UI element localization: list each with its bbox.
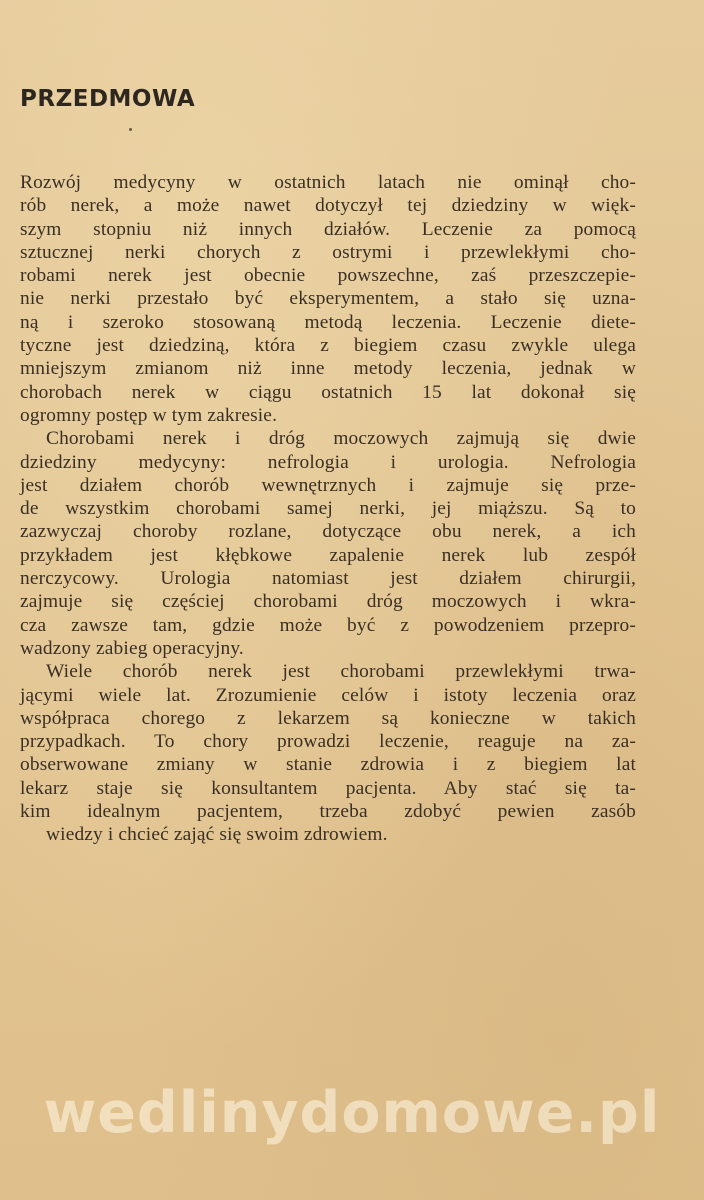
text-line: współpraca chorego z lekarzem są konieczne w takich	[20, 707, 636, 729]
text-line: Wiele chorób nerek jest chorobami przewlekłymi trwa-	[46, 661, 636, 683]
text-line: nie nerki przestało być eksperymentem, a stało się uzna-	[20, 288, 636, 310]
print-speck	[129, 128, 132, 131]
text-line: przykładem jest kłębkowe zapalenie nerek lub zespół	[20, 544, 636, 566]
text-line: nerczycowy. Urologia natomiast jest działem chirurgii,	[20, 568, 636, 590]
text-line: mniejszym zmianom niż inne metody leczenia, jednak w	[20, 358, 636, 380]
text-line: robami nerek jest obecnie powszechne, zaś przeszczepie-	[20, 265, 636, 287]
preface-text	[20, 171, 636, 847]
text-line: przypadkach. To chory prowadzi leczenie, reaguje na za-	[20, 731, 636, 753]
text-line: Rozwój medycyny w ostatnich latach nie ominął cho-	[20, 172, 636, 193]
text-line: szym stopniu niż innych działów. Leczenie za pomocą	[20, 218, 636, 240]
text-line: wadzony zabieg operacyjny.	[20, 637, 244, 659]
text-line: jest działem chorób wewnętrznych i zajmuje się prze-	[20, 474, 636, 496]
paragraph-2	[20, 427, 636, 660]
text-line: chorobach nerek w ciągu ostatnich 15 lat dokonał się	[20, 381, 636, 403]
page-heading: PRZEDMOWA	[20, 86, 196, 112]
text-line: de wszystkim chorobami samej nerki, jej miąższu. Są to	[20, 498, 636, 520]
text-line: jącymi wiele lat. Zrozumienie celów i istoty leczenia oraz	[20, 684, 636, 706]
paragraph-3	[20, 660, 636, 846]
text-line: kim idealnym pacjentem, trzeba zdobyć pewien zasób	[20, 801, 636, 823]
text-line: obserwowane zmiany w stanie zdrowia i z biegiem lat	[20, 754, 636, 776]
text-line: zazwyczaj choroby rozlane, dotyczące obu nerek, a ich	[20, 521, 636, 543]
text-line: dziedziny medycyny: nefrologia i urologia. Nefrologia	[20, 451, 636, 473]
text-line: rób nerek, a może nawet dotyczył tej dziedziny w więk-	[20, 195, 636, 217]
text-line: tyczne jest dziedziną, która z biegiem czasu zwykle ulega	[20, 335, 636, 357]
watermark: wedlinydomowe.pl	[43, 1080, 661, 1146]
text-line: zajmuje się częściej chorobami dróg moczowych i wkra-	[20, 591, 636, 613]
text-line: lekarz staje się konsultantem pacjenta. Aby stać się ta-	[20, 777, 636, 799]
text-line: sztucznej nerki chorych z ostrymi i przewlekłymi cho-	[20, 241, 636, 263]
text-line: wiedzy i chcieć zająć się swoim zdrowiem.	[46, 824, 388, 846]
text-line: Chorobami nerek i dróg moczowych zajmują się dwie	[46, 428, 636, 450]
text-line: ogromny postęp w tym zakresie.	[20, 404, 278, 426]
text-line: cza zawsze tam, gdzie może być z powodzeniem przepro-	[20, 614, 636, 636]
text-line: ną i szeroko stosowaną metodą leczenia. Leczenie diete-	[20, 311, 636, 333]
paragraph-1	[20, 171, 636, 427]
